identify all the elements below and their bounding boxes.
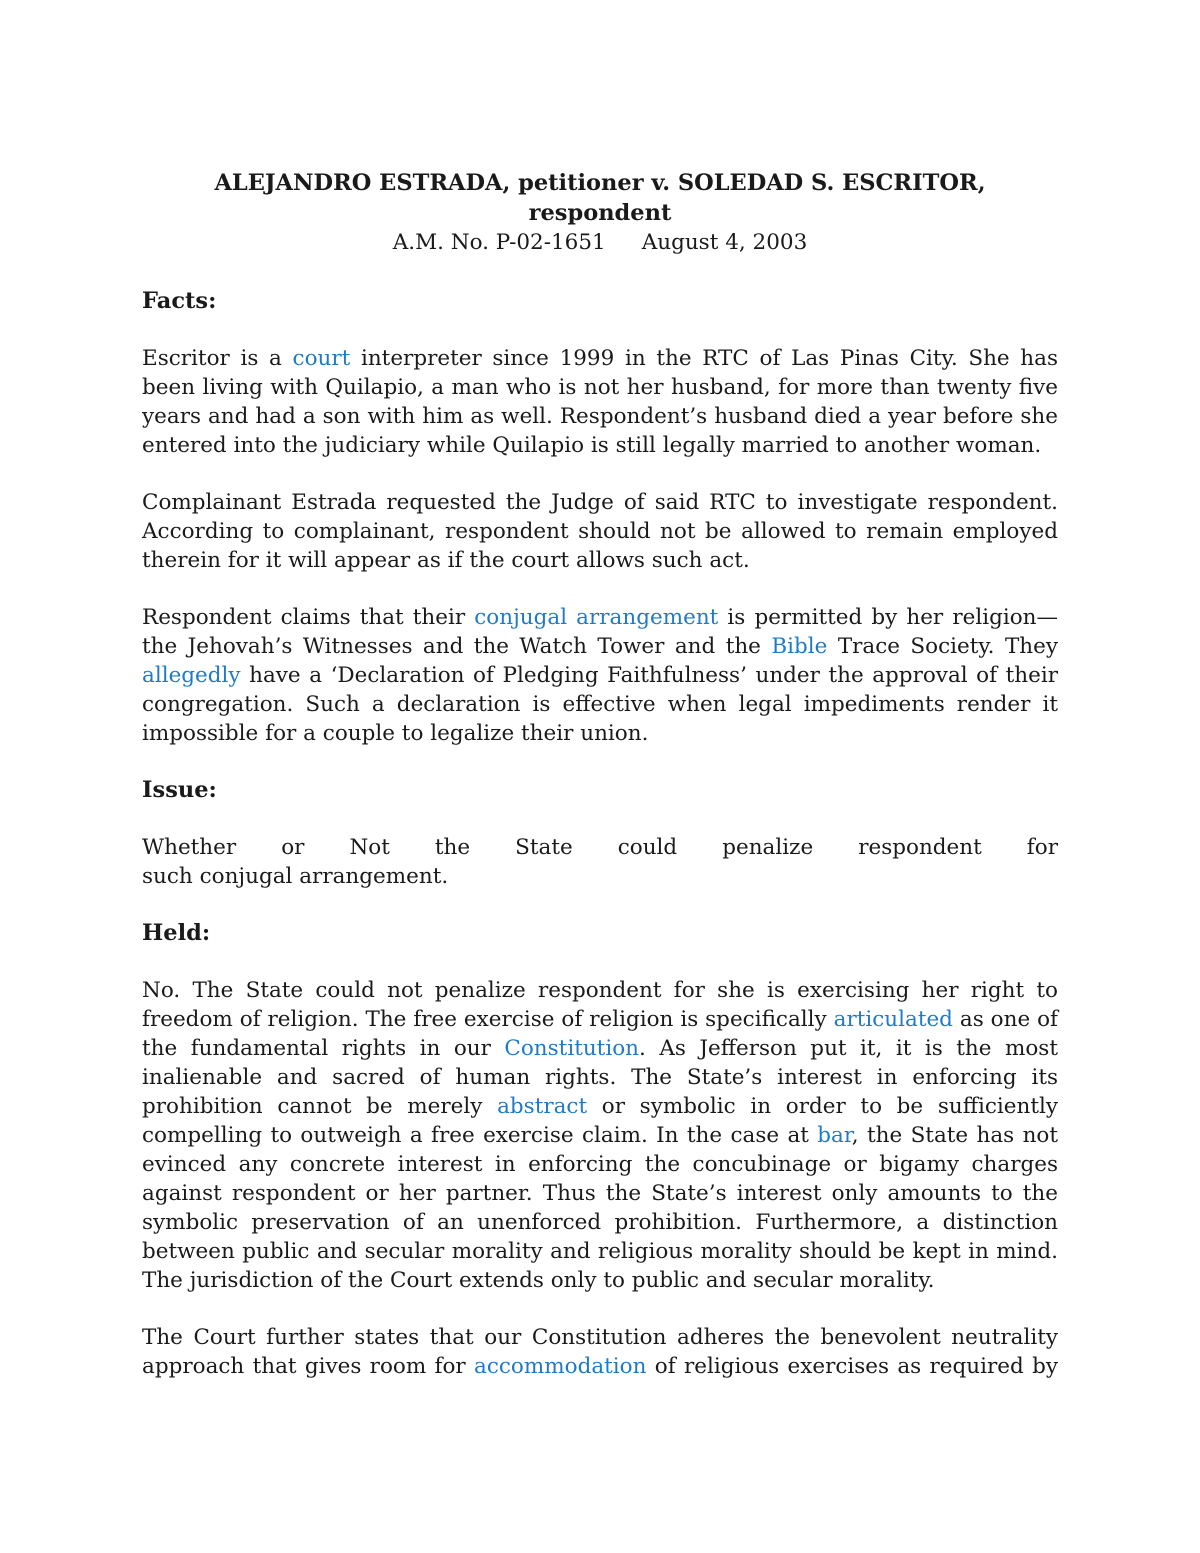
facts-paragraph-3	[142, 603, 1058, 748]
text-span: of religious exercises as required by	[646, 1354, 1058, 1379]
text-span: Trace Society. They	[827, 634, 1058, 659]
text-span: , the State has not evinced any concrete interest in enforcing the concubinage or bigamy charges against respondent or her partner. Thus the State’s interest only amounts to the symbolic preservation of an unenforced prohibition. Furthermore, a distinction between public and secular morality and religious morality should be kept in mind. The jurisdiction of the Court extends only to public and secular morality.	[142, 1123, 1059, 1293]
keyword-link-bar[interactable]: bar	[817, 1123, 852, 1148]
issue-heading: Issue:	[142, 777, 217, 803]
text-span: is permitted by her religion—the Jehovah’s Witnesses and the Watch Tower and the	[142, 605, 1059, 659]
text-span: The Court further states that our Constitution adheres the benevolent neutrality approach that gives room for	[142, 1325, 1058, 1379]
issue-line-2: such conjugal arrangement.	[142, 864, 449, 889]
keyword-link-accommodation[interactable]: accommodation	[474, 1354, 647, 1379]
text-span: No. The State could not penalize respondent for she is exercising her right to freedom of religion. The free exercise of religion is specifically	[142, 978, 1058, 1032]
held-paragraph-2	[142, 1323, 1058, 1381]
keyword-link-conjugal-arrangement[interactable]: conjugal arrangement	[474, 605, 719, 630]
keyword-link-court[interactable]: court	[292, 346, 351, 371]
case-number: A.M. No. P-02-1651	[392, 230, 606, 255]
issue-paragraph	[142, 833, 1058, 891]
facts-paragraph-2: Complainant Estrada requested the Judge of said RTC to investigate respondent. According to complainant, respondent should not be allowed to remain employed therein for it will appear as if the court allows such act.	[142, 490, 1058, 573]
case-date: August 4, 2003	[641, 230, 808, 255]
text-span: Escritor is a	[142, 346, 293, 371]
text-span: Respondent claims that their	[142, 605, 475, 630]
keyword-link-articulated[interactable]: articulated	[833, 1007, 953, 1032]
text-span: or symbolic in order to be sufficiently compelling to outweigh a free exercise claim. In the case at	[142, 1094, 1059, 1148]
case-number-line	[142, 228, 1058, 257]
held-paragraph-1	[142, 976, 1058, 1295]
text-span: interpreter since 1999 in the RTC of Las Pinas City. She has been living with Quilapio, a man who is not her husband, for more than twenty five years and had a son with him as well. Respondent’s husband died a year before she entered into the judiciary while Quilapio is still legally married to another woman.	[142, 346, 1059, 458]
keyword-link-abstract[interactable]: abstract	[497, 1094, 588, 1119]
keyword-link-allegedly[interactable]: allegedly	[142, 663, 241, 688]
facts-heading: Facts:	[142, 288, 217, 314]
case-title	[142, 168, 1058, 228]
issue-line-1: Whether or Not the State could penalize respondent for	[142, 835, 1058, 860]
facts-paragraph-1	[142, 344, 1058, 460]
keyword-link-bible[interactable]: Bible	[771, 634, 828, 659]
keyword-link-constitution[interactable]: Constitution	[504, 1036, 639, 1061]
text-span: . As Jefferson put it, it is the most inalienable and sacred of human rights. The State’s interest in enforcing its prohibition cannot be merely	[142, 1036, 1058, 1119]
held-heading: Held:	[142, 920, 211, 946]
text-span: as one of the fundamental rights in our	[142, 1007, 1059, 1061]
text-span: have a ‘Declaration of Pledging Faithfulness’ under the approval of their congregation. Such a declaration is effective when legal impediments render it impossible for a couple to legalize their union.	[142, 663, 1058, 746]
case-title-line2: respondent	[528, 200, 672, 226]
case-title-block	[142, 168, 1058, 257]
case-title-line1: ALEJANDRO ESTRADA, petitioner v. SOLEDAD S. ESCRITOR,	[214, 170, 986, 196]
